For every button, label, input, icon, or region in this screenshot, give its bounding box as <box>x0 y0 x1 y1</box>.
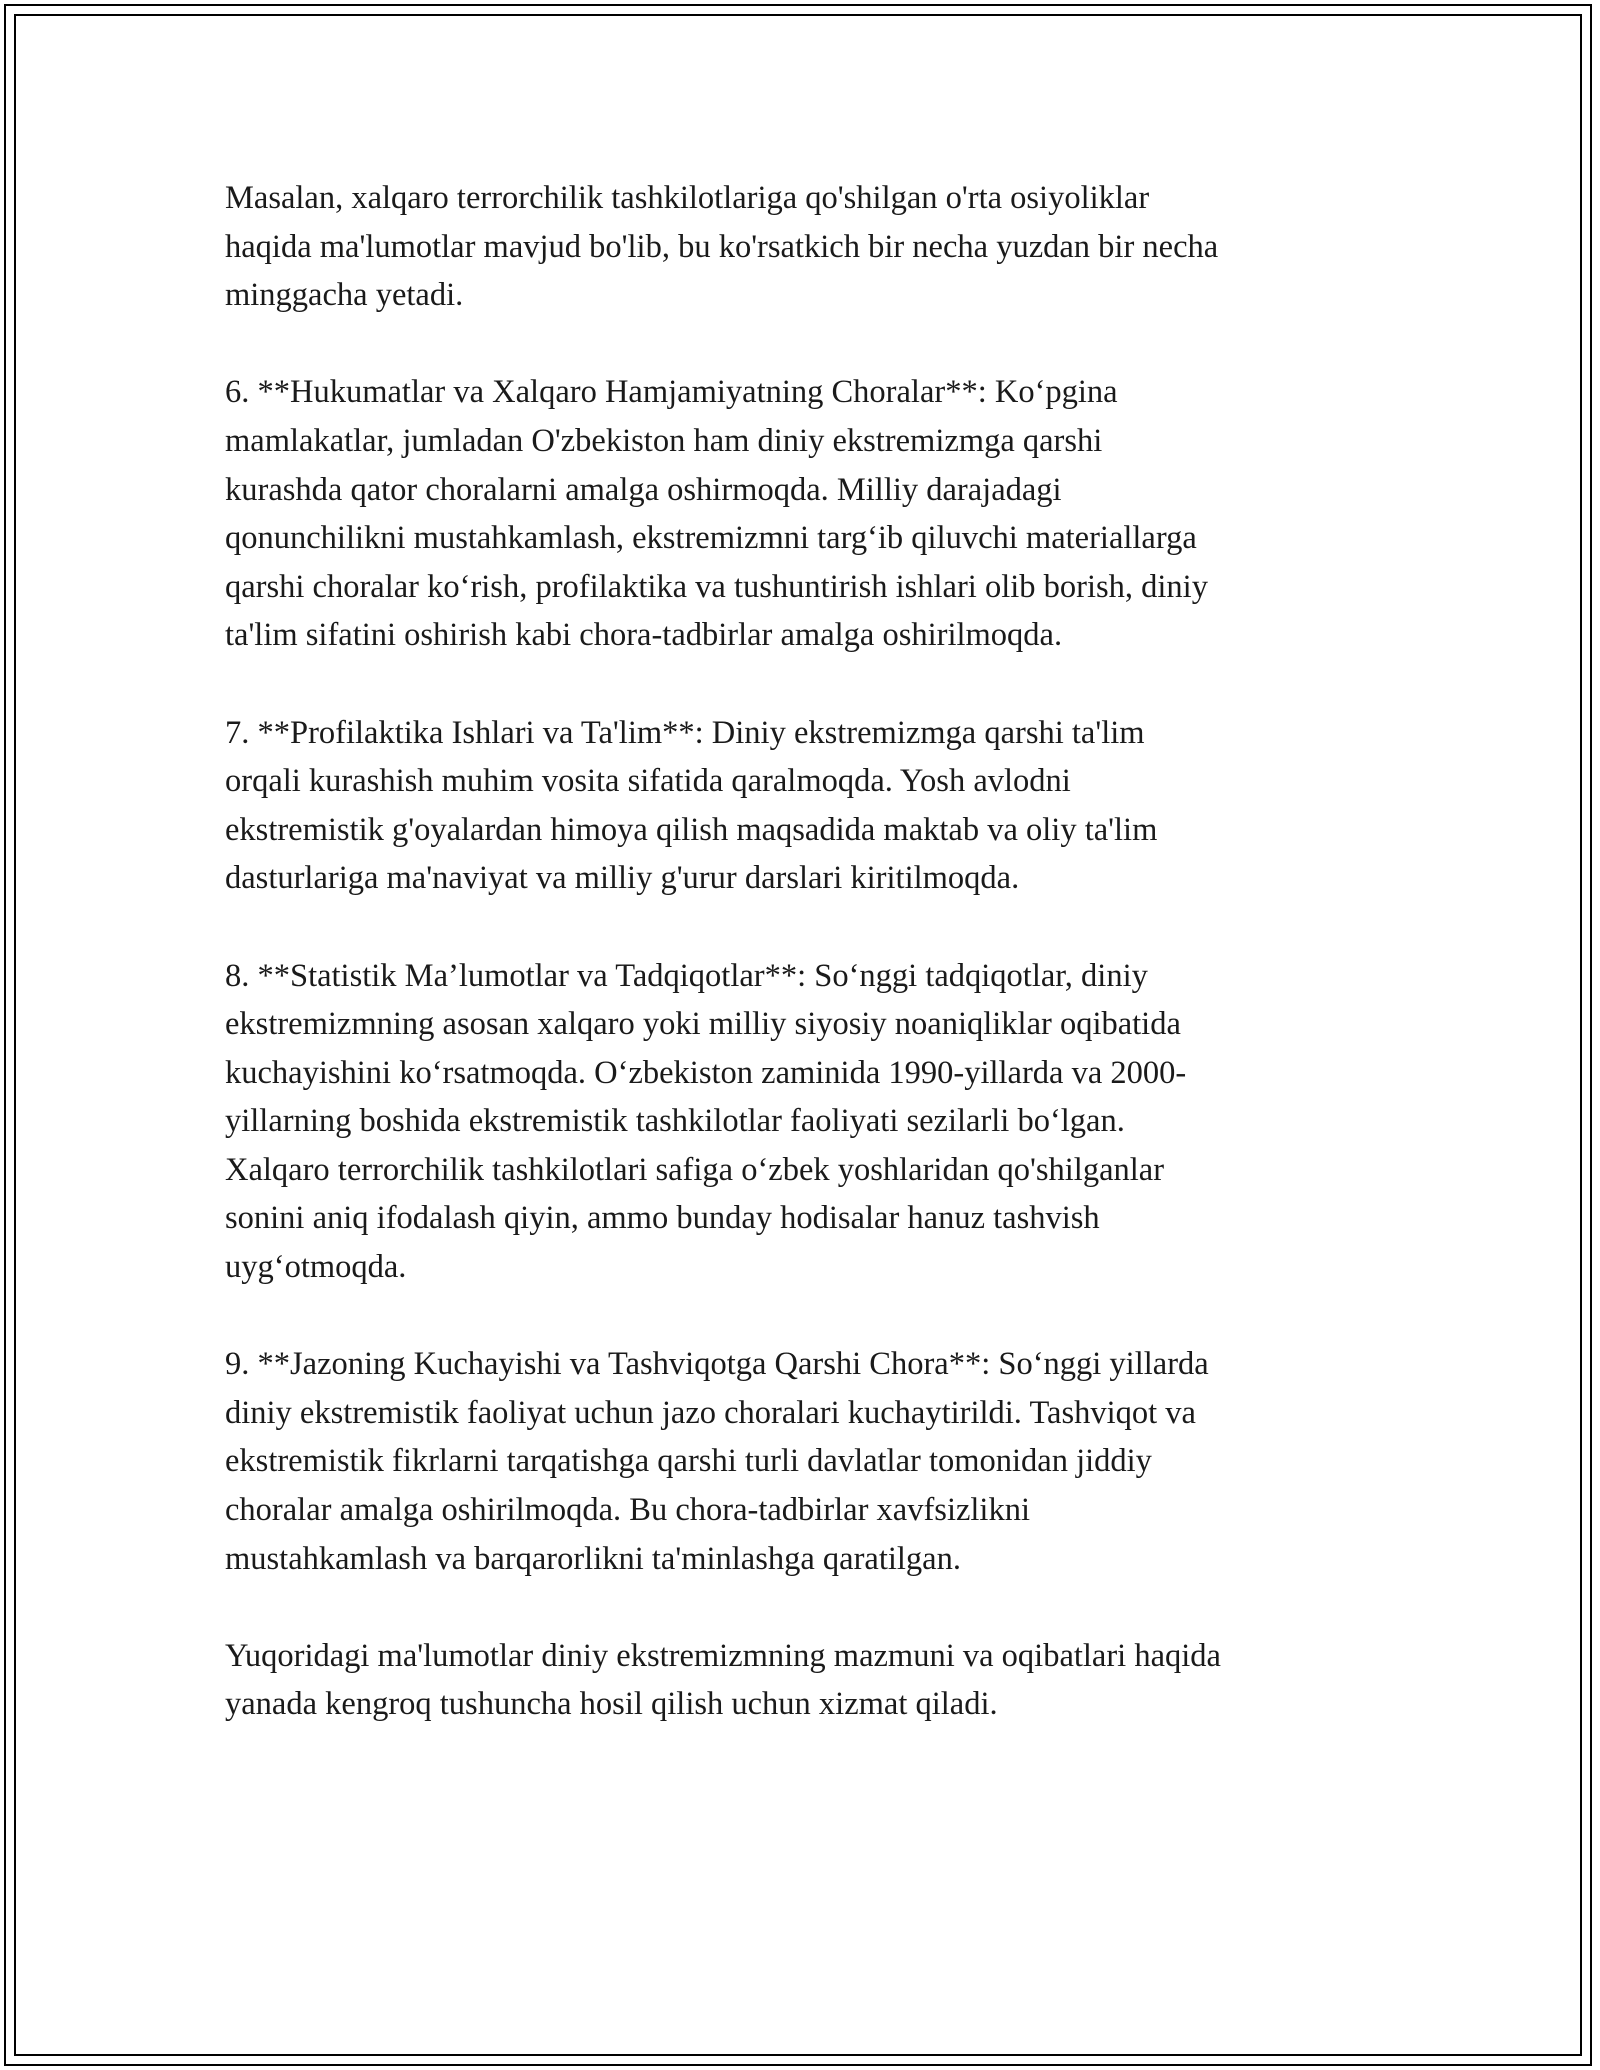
text-line: Yuqoridagi ma'lumotlar diniy ekstremizmning mazmuni va oqibatlari haqida <box>225 1637 1221 1674</box>
text-line: diniy ekstremistik faoliyat uchun jazo choralari kuchaytirildi. Tashviqot va <box>225 1394 1196 1431</box>
document-body <box>225 174 1395 1778</box>
text-line: ekstremizmning asosan xalqaro yoki milliy siyosiy noaniqliklar oqibatida <box>225 1006 1181 1043</box>
text-line: 8. **Statistik Ma’lumotlar va Tadqiqotlar**: So‘nggi tadqiqotlar, diniy <box>225 957 1148 994</box>
text-line: 9. **Jazoning Kuchayishi va Tashviqotga Qarshi Chora**: So‘nggi yillarda <box>225 1346 1209 1383</box>
text-line: yillarning boshida ekstremistik tashkilotlar faoliyati sezilarli bo‘lgan. <box>225 1103 1125 1140</box>
paragraph-item-9 <box>225 1340 1395 1583</box>
text-line: sonini aniq ifodalash qiyin, ammo bunday hodisalar hanuz tashvish <box>225 1200 1100 1237</box>
paragraph-item-8 <box>225 952 1395 1292</box>
paragraph-item-6 <box>225 368 1395 660</box>
text-line: dasturlariga ma'naviyat va milliy g'urur darslari kiritilmoqda. <box>225 860 1020 897</box>
text-line: ta'lim sifatini oshirish kabi chora-tadbirlar amalga oshirilmoqda. <box>225 617 1063 654</box>
text-line: qonunchilikni mustahkamlash, ekstremizmni targ‘ib qiluvchi materiallarga <box>225 520 1197 557</box>
text-line: haqida ma'lumotlar mavjud bo'lib, bu ko'rsatkich bir necha yuzdan bir necha <box>225 228 1219 265</box>
paragraph-conclusion <box>225 1632 1395 1729</box>
text-line: minggacha yetadi. <box>225 277 464 314</box>
text-line: kurashda qator choralarni amalga oshirmoqda. Milliy darajadagi <box>225 471 1062 508</box>
text-line: 7. **Profilaktika Ishlari va Ta'lim**: Diniy ekstremizmga qarshi ta'lim <box>225 714 1145 751</box>
text-line: ekstremistik fikrlarni tarqatishga qarshi turli davlatlar tomonidan jiddiy <box>225 1443 1152 1480</box>
text-line: Masalan, xalqaro terrorchilik tashkilotlariga qo'shilgan o'rta osiyoliklar <box>225 180 1150 216</box>
text-line: yanada kengroq tushuncha hosil qilish uchun xizmat qiladi. <box>225 1686 998 1723</box>
text-line: 6. **Hukumatlar va Xalqaro Hamjamiyatning Choralar**: Ko‘pgina <box>225 374 1118 411</box>
text-line: ekstremistik g'oyalardan himoya qilish maqsadida maktab va oliy ta'lim <box>225 811 1158 848</box>
text-line: uyg‘otmoqda. <box>225 1249 407 1286</box>
paragraph-item-7 <box>225 709 1395 903</box>
text-line: choralar amalga oshirilmoqda. Bu chora-tadbirlar xavfsizlikni <box>225 1492 1030 1529</box>
text-line: mamlakatlar, jumladan O'zbekiston ham diniy ekstremizmga qarshi <box>225 422 1103 459</box>
text-line: Xalqaro terrorchilik tashkilotlari safiga o‘zbek yoshlaridan qo'shilganlar <box>225 1151 1165 1188</box>
text-line: qarshi choralar ko‘rish, profilaktika va tushuntirish ishlari olib borish, diniy <box>225 568 1208 605</box>
text-line: mustahkamlash va barqarorlikni ta'minlashga qaratilgan. <box>225 1540 961 1577</box>
text-line: orqali kurashish muhim vosita sifatida qaralmoqda. Yosh avlodni <box>225 763 1071 800</box>
text-line: kuchayishini ko‘rsatmoqda. O‘zbekiston zaminida 1990-yillarda va 2000- <box>225 1054 1187 1091</box>
paragraph-intro <box>225 174 1395 320</box>
